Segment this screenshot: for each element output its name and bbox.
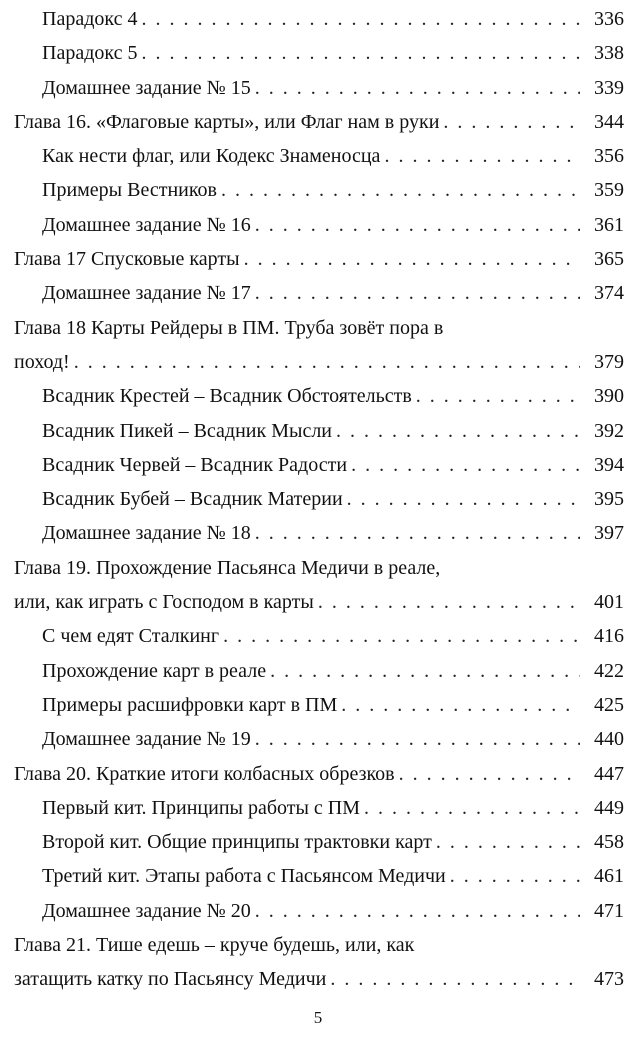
toc-section bbox=[14, 2, 624, 36]
dot-leader bbox=[221, 173, 580, 207]
toc-entry-title-line: Глава 18 Карты Рейдеры в ПМ. Труба зовёт пора в bbox=[14, 316, 444, 339]
toc-page-number: 425 bbox=[594, 693, 624, 716]
toc-entry-title: Глава 20. Краткие итоги колбасных обрезков bbox=[14, 762, 395, 785]
toc-page-number: 361 bbox=[594, 213, 624, 236]
toc-page-number: 338 bbox=[594, 42, 624, 65]
toc-section bbox=[14, 688, 624, 722]
toc-page-number: 392 bbox=[594, 419, 624, 442]
toc-page-number: 447 bbox=[594, 762, 624, 785]
toc-entry-title-line: Глава 21. Тише едешь – круче будешь, или, как bbox=[14, 934, 415, 957]
dot-leader bbox=[255, 894, 580, 928]
toc-section bbox=[14, 791, 624, 825]
toc-entry-title: Домашнее задание № 16 bbox=[42, 213, 251, 236]
toc-entry-title: затащить катку по Пасьянсу Медичи bbox=[14, 968, 327, 991]
toc-entry-title: Парадокс 4 bbox=[42, 8, 138, 30]
toc-page-number: 401 bbox=[594, 591, 624, 614]
dot-leader bbox=[255, 722, 580, 756]
toc-section bbox=[14, 654, 624, 688]
toc-entry-title: поход! bbox=[14, 350, 70, 373]
toc-page-number: 461 bbox=[594, 865, 624, 888]
toc-chapter bbox=[14, 757, 624, 791]
dot-leader bbox=[336, 414, 580, 448]
toc-entry-title: Домашнее задание № 20 bbox=[42, 899, 251, 922]
toc-page-number: 379 bbox=[594, 350, 624, 373]
dot-leader bbox=[255, 208, 580, 242]
dot-leader bbox=[223, 619, 580, 653]
toc-page-number: 336 bbox=[594, 8, 624, 30]
toc-section bbox=[14, 825, 624, 859]
toc-section bbox=[14, 71, 624, 105]
toc-section bbox=[14, 276, 624, 310]
toc-page-number: 449 bbox=[594, 796, 624, 819]
toc-page-number: 471 bbox=[594, 899, 624, 922]
toc-page-number: 422 bbox=[594, 659, 624, 682]
toc-entry-title: Примеры Вестников bbox=[42, 179, 217, 202]
toc-entry-title: Как нести флаг, или Кодекс Знаменосца bbox=[42, 145, 381, 168]
dot-leader bbox=[141, 36, 580, 70]
toc-section bbox=[14, 859, 624, 893]
toc-chapter bbox=[14, 311, 624, 380]
toc-entry-title: Третий кит. Этапы работа с Пасьянсом Медичи bbox=[42, 865, 446, 888]
toc-chapter bbox=[14, 928, 624, 997]
toc-section bbox=[14, 379, 624, 413]
toc-page-number: 395 bbox=[594, 488, 624, 511]
toc-section bbox=[14, 894, 624, 928]
toc-section bbox=[14, 448, 624, 482]
dot-leader bbox=[255, 516, 580, 550]
dot-leader bbox=[436, 825, 580, 859]
toc-entry-title: Домашнее задание № 18 bbox=[42, 522, 251, 545]
toc-page-number: 416 bbox=[594, 625, 624, 648]
dot-leader bbox=[141, 2, 580, 36]
toc-entry-title: Первый кит. Принципы работы с ПМ bbox=[42, 796, 361, 819]
toc-entry-title: Всадник Крестей – Всадник Обстоятельств bbox=[42, 385, 412, 408]
dot-leader bbox=[450, 859, 580, 893]
toc-entry-title: Всадник Червей – Всадник Радости bbox=[42, 453, 348, 476]
toc-section bbox=[14, 482, 624, 516]
toc-page-number: 440 bbox=[594, 728, 624, 751]
dot-leader bbox=[255, 276, 580, 310]
toc-page-number: 473 bbox=[594, 968, 624, 991]
toc-page-number: 344 bbox=[594, 110, 624, 133]
toc-page-number: 359 bbox=[594, 179, 624, 202]
toc-entry-title: Глава 16. «Флаговые карты», или Флаг нам в руки bbox=[14, 110, 440, 133]
toc-section bbox=[14, 36, 624, 70]
dot-leader bbox=[364, 791, 580, 825]
dot-leader bbox=[74, 345, 580, 379]
toc-section bbox=[14, 619, 624, 653]
toc-entry-title-line: Глава 19. Прохождение Пасьянса Медичи в реале, bbox=[14, 556, 441, 579]
dot-leader bbox=[330, 962, 580, 996]
toc-page-number: 339 bbox=[594, 76, 624, 99]
toc-page-number: 390 bbox=[594, 385, 624, 408]
toc-entry-title: или, как играть с Господом в карты bbox=[14, 591, 314, 614]
dot-leader bbox=[351, 448, 580, 482]
toc-section bbox=[14, 516, 624, 550]
toc-entry-title: Парадокс 5 bbox=[42, 42, 138, 65]
table-of-contents bbox=[14, 2, 624, 997]
dot-leader bbox=[255, 71, 580, 105]
dot-leader bbox=[347, 482, 580, 516]
toc-chapter bbox=[14, 551, 624, 620]
dot-leader bbox=[443, 105, 580, 139]
toc-entry-title: Домашнее задание № 15 bbox=[42, 76, 251, 99]
toc-section bbox=[14, 208, 624, 242]
dot-leader bbox=[244, 242, 580, 276]
toc-entry-title: Всадник Пикей – Всадник Мысли bbox=[42, 419, 332, 442]
toc-entry-title: С чем едят Сталкинг bbox=[42, 625, 220, 648]
toc-chapter bbox=[14, 105, 624, 139]
toc-entry-title: Примеры расшифровки карт в ПМ bbox=[42, 693, 338, 716]
toc-page-number: 365 bbox=[594, 248, 624, 271]
toc-page-number: 397 bbox=[594, 522, 624, 545]
toc-entry-title: Домашнее задание № 17 bbox=[42, 282, 251, 305]
toc-chapter bbox=[14, 242, 624, 276]
dot-leader bbox=[341, 688, 580, 722]
dot-leader bbox=[416, 379, 580, 413]
toc-entry-title: Всадник Бубей – Всадник Материи bbox=[42, 488, 343, 511]
toc-entry-title: Прохождение карт в реале bbox=[42, 659, 267, 682]
toc-entry-title: Второй кит. Общие принципы трактовки карт bbox=[42, 831, 432, 854]
toc-section bbox=[14, 414, 624, 448]
toc-section bbox=[14, 722, 624, 756]
toc-section bbox=[14, 139, 624, 173]
toc-page-number: 458 bbox=[594, 831, 624, 854]
toc-page-number: 394 bbox=[594, 453, 624, 476]
dot-leader bbox=[270, 654, 580, 688]
dot-leader bbox=[318, 585, 580, 619]
dot-leader bbox=[399, 757, 580, 791]
toc-entry-title: Глава 17 Спусковые карты bbox=[14, 248, 240, 271]
page-number: 5 bbox=[313, 1008, 323, 1027]
toc-entry-title: Домашнее задание № 19 bbox=[42, 728, 251, 751]
toc-section bbox=[14, 173, 624, 207]
dot-leader bbox=[384, 139, 580, 173]
toc-page-number: 374 bbox=[594, 282, 624, 305]
toc-page-number: 356 bbox=[594, 145, 624, 168]
